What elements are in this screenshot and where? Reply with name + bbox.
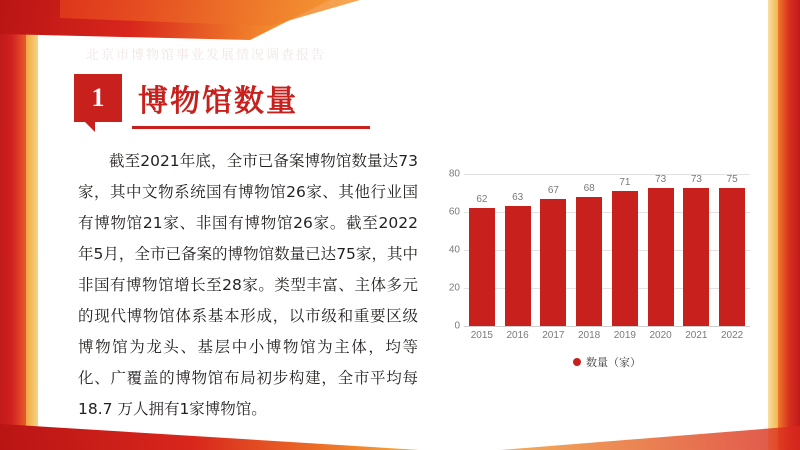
chart-bar-group [505,174,531,326]
chart-bar-group [469,174,495,326]
chart-bar [505,206,531,326]
chart-bar-value-label: 73 [690,174,702,185]
chart-y-tick-label: 80 [448,168,460,180]
chart-x-tick-label: 2021 [685,330,708,341]
bottom-ribbon-accent [500,426,800,450]
left-decorative-band [0,0,26,450]
chart-y-tick-label: 40 [448,244,460,256]
left-decorative-band-accent [26,0,38,450]
chart-x-tick-label: 2017 [542,330,565,341]
right-decorative-band-accent [768,0,778,450]
chart-x-tick-label: 2016 [506,330,529,341]
chart-x-tick-label: 2020 [649,330,672,341]
chart-x-tick-label: 2015 [470,330,493,341]
chart-axis-line [464,326,750,327]
chart-bar-value-label: 67 [547,184,559,196]
chart-bar-value-label: 63 [512,192,524,204]
chart-bar [540,199,566,326]
chart-bar [719,188,745,326]
museum-count-chart [430,168,760,383]
chart-bar [648,188,674,326]
section-heading [74,74,298,122]
chart-x-tick-label: 2022 [721,330,744,341]
chart-bars [464,174,750,326]
chart-y-tick-label: 20 [448,282,460,294]
chart-bar-group [612,174,638,326]
chart-bar-group [576,174,602,326]
legend-label: 数量（家） [586,357,641,369]
heading-underline [132,126,370,129]
page-title: 博物馆数量 [138,84,298,119]
chart-x-axis-labels [464,330,750,341]
section-number-badge: 1 [74,74,122,122]
chart-bar [612,191,638,326]
chart-bar-value-label: 75 [726,174,738,185]
chart-bar-value-label: 71 [619,177,631,189]
chart-bar [683,188,709,326]
chart-bar-group [648,174,674,326]
chart-bar-value-label: 62 [476,194,488,206]
chart-x-tick-label: 2018 [578,330,601,341]
chart-y-tick-label: 60 [448,206,460,218]
legend-marker-icon [573,358,581,366]
chart-bar-group [683,174,709,326]
chart-bar [469,208,495,326]
body-paragraph: 截至2021年底，全市已备案博物馆数量达73家，其中文物系统国有博物馆26家、其他行业国有博物馆21家、非国有博物馆26家。截至2022年5月，全市已备案的博物馆数量已达75家，其中非国有博物馆增长至28家。类型丰富、主体多元的现代博物馆体系基本形成，以市级和重要区级博物馆为龙头、基层中小博物馆为主体，均等化、广覆盖的博物馆布局初步构建，全市平均每 18.7 万人拥有1家博物馆。 [78,152,418,418]
chart-x-tick-label: 2019 [613,330,636,341]
watermark-title: 北京市博物馆事业发展情况调查报告 [86,47,327,62]
right-decorative-band [778,0,800,450]
chart-legend [464,354,750,370]
chart-bar-group [540,174,566,326]
chart-bar-value-label: 68 [583,182,595,194]
chart-y-tick-label: 0 [454,320,460,332]
chart-bar-group [719,174,745,326]
chart-bar-value-label: 73 [655,174,667,185]
chart-bar [576,197,602,326]
